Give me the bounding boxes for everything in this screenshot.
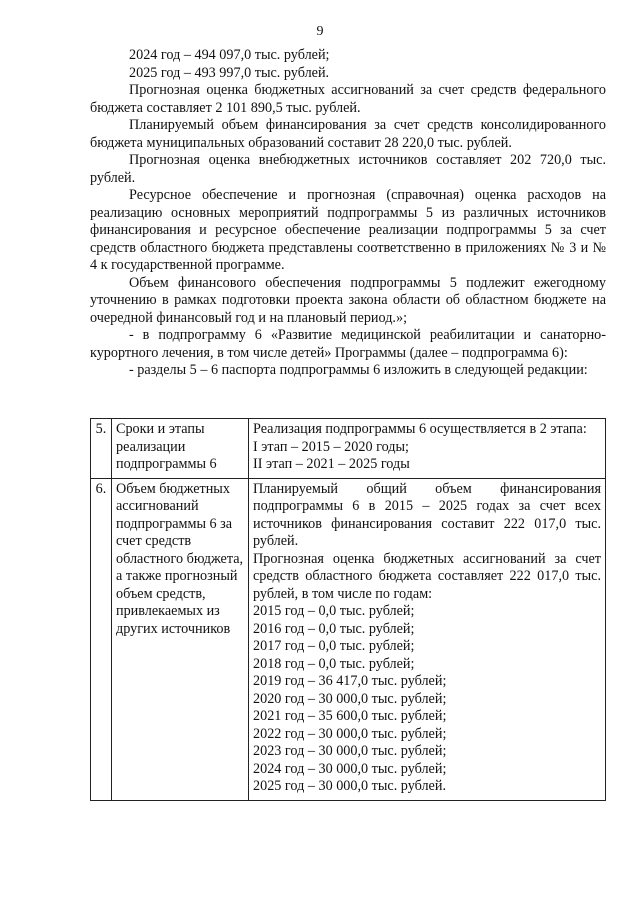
row-number: 5. [91,419,112,479]
paragraph: Планируемый объем финансирования за счет средств консолидированного бюджета муниципальных образований составит 28 220,0 тыс. рублей. [90,117,606,151]
value-line: 2024 год – 30 000,0 тыс. рублей; [253,760,447,777]
passport-table [90,418,606,801]
page-number: 9 [316,24,324,39]
value-line: 2022 год – 30 000,0 тыс. рублей; [253,725,447,742]
paragraph: - разделы 5 – 6 паспорта подпрограммы 6 изложить в следующей редакции: [129,362,588,378]
paragraph: 2025 год – 493 997,0 тыс. рублей. [129,64,330,81]
table-row [91,419,606,479]
table-row [91,478,606,800]
row-name: Сроки и этапы реализации подпрограммы 6 [112,419,249,479]
body-text [90,47,606,380]
row-value [249,419,606,479]
value-line: 2018 год – 0,0 тыс. рублей; [253,655,415,672]
value-line: II этап – 2021 – 2025 годы [253,456,410,472]
value-line: 2023 год – 30 000,0 тыс. рублей; [253,743,447,759]
value-line: 2020 год – 30 000,0 тыс. рублей; [253,690,447,707]
value-line: Реализация подпрограммы 6 осуществляется в 2 этапа: [253,421,587,437]
paragraph: - в подпрограмму 6 «Развитие медицинской реабилитации и санаторно-курортного лечения, в том числе детей» Программы (далее – подпрограмма 6): [90,327,606,361]
row-name: Объем бюджетных ассигнований подпрограммы 6 за счет средств областного бюджета, а также прогнозный объем средств, привлекаемых из других источников [112,478,249,800]
value-line: 2016 год – 0,0 тыс. рублей; [253,620,415,637]
value-line: Планируемый общий объем финансирования подпрограммы 6 в 2015 – 2025 годах за счет всех источников финансирования составит 222 017,0 тыс. рублей. [253,480,601,549]
paragraph: Ресурсное обеспечение и прогнозная (справочная) оценка расходов на реализацию основных мероприятий подпрограммы 5 из различных источников финансирования и ресурсное обеспечение реализации подпрограммы 5 за счет средств областного бюджета представлены соответственно в приложениях № 3 и № 4 к государственной программе. [90,187,606,273]
row-number: 6. [91,478,112,800]
value-line: 2021 год – 35 600,0 тыс. рублей; [253,708,447,724]
value-line: I этап – 2015 – 2020 годы; [253,438,409,455]
paragraph: 2024 год – 494 097,0 тыс. рублей; [129,47,330,63]
value-line: 2025 год – 30 000,0 тыс. рублей. [253,778,446,794]
value-line: 2015 год – 0,0 тыс. рублей; [253,603,415,619]
paragraph: Прогнозная оценка внебюджетных источников составляет 202 720,0 тыс. рублей. [90,152,606,186]
row-value [249,478,606,800]
value-line: 2017 год – 0,0 тыс. рублей; [253,638,415,654]
value-line: 2019 год – 36 417,0 тыс. рублей; [253,673,447,689]
paragraph: Объем финансового обеспечения подпрограммы 5 подлежит ежегодному уточнению в рамках подготовки проекта закона области об областном бюджете на очередной финансовый год и на плановый период.»; [90,274,606,326]
paragraph: Прогнозная оценка бюджетных ассигнований за счет средств федерального бюджета составляет 2 101 890,5 тыс. рублей. [90,82,606,116]
value-line: Прогнозная оценка бюджетных ассигнований за счет средств областного бюджета составляет 222 017,0 тыс. рублей, в том числе по годам: [253,550,601,602]
